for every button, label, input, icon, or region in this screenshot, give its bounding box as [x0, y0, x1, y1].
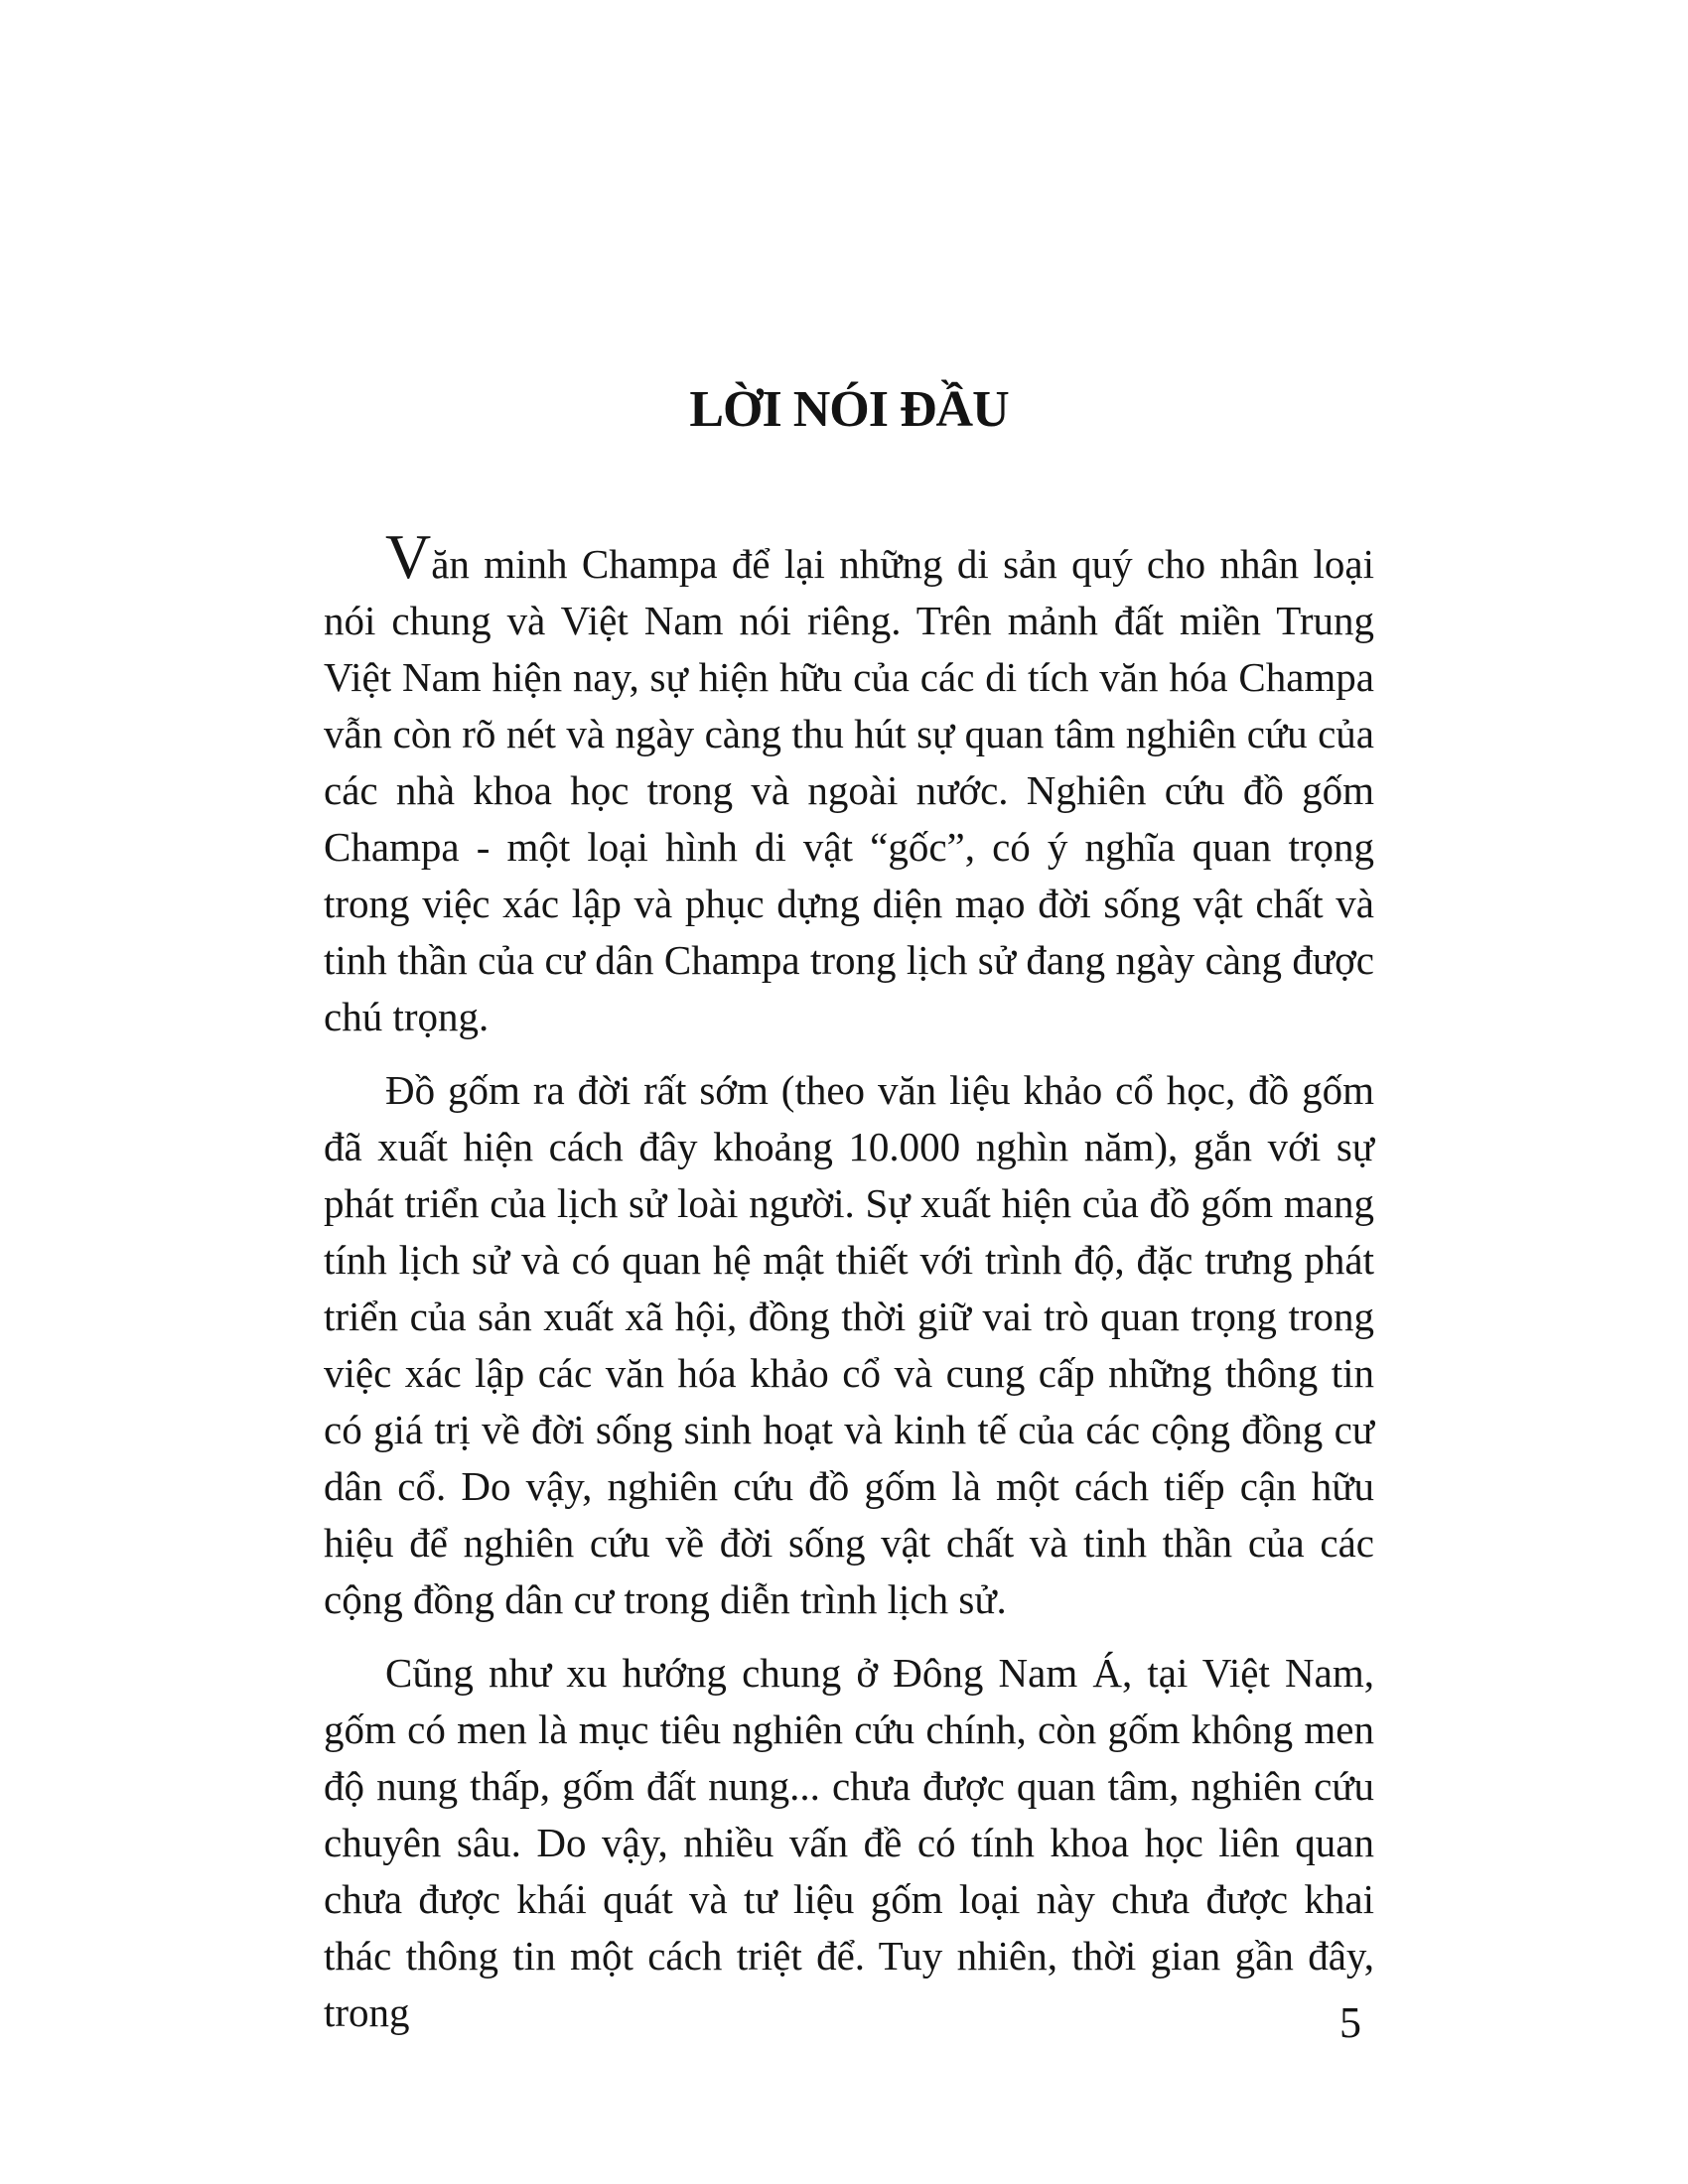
page-number: 5 [1339, 1998, 1361, 2047]
paragraph-1: Văn minh Champa để lại những di sản quý cho nhân loại nói chung và Việt Nam nói riêng. Trên mảnh đất miền Trung Việt Nam hiện nay, sự hiện hữu của các di tích văn hóa Champa vẫn còn rõ nét và ngày càng thu hút sự quan tâm nghiên cứu của các nhà khoa học trong và ngoài nước. Nghiên cứu đồ gốm Champa - một loại hình di vật “gốc”, có ý nghĩa quan trọng trong việc xác lập và phục dựng diện mạo đời sống vật chất và tinh thần của cư dân Champa trong lịch sử đang ngày càng được chú trọng. [324, 521, 1374, 1039]
page-title: LỜI NÓI ĐẦU [689, 381, 1009, 438]
text-body [324, 521, 1374, 2058]
paragraph-2: Đồ gốm ra đời rất sớm (theo văn liệu khảo cổ học, đồ gốm đã xuất hiện cách đây khoảng 10.000 nghìn năm), gắn với sự phát triển của lịch sử loài người. Sự xuất hiện của đồ gốm mang tính lịch sử và có quan hệ mật thiết với trình độ, đặc trưng phát triển của sản xuất xã hội, đồng thời giữ vai trò quan trọng trong việc xác lập các văn hóa khảo cổ và cung cấp những thông tin có giá trị về đời sống sinh hoạt và kinh tế của các cộng đồng cư dân cổ. Do vậy, nghiên cứu đồ gốm là một cách tiếp cận hữu hiệu để nghiên cứu về đời sống vật chất và tinh thần của các cộng đồng dân cư trong diễn trình lịch sử. [324, 1067, 1374, 1622]
paragraph-3: Cũng như xu hướng chung ở Đông Nam Á, tại Việt Nam, gốm có men là mục tiêu nghiên cứu chính, còn gốm không men độ nung thấp, gốm đất nung... chưa được quan tâm, nghiên cứu chuyên sâu. Do vậy, nhiều vấn đề có tính khoa học liên quan chưa được khái quát và tư liệu gốm loại này chưa được khai thác thông tin một cách triệt để. Tuy nhiên, thời gian gần đây, trong [324, 1650, 1374, 2035]
